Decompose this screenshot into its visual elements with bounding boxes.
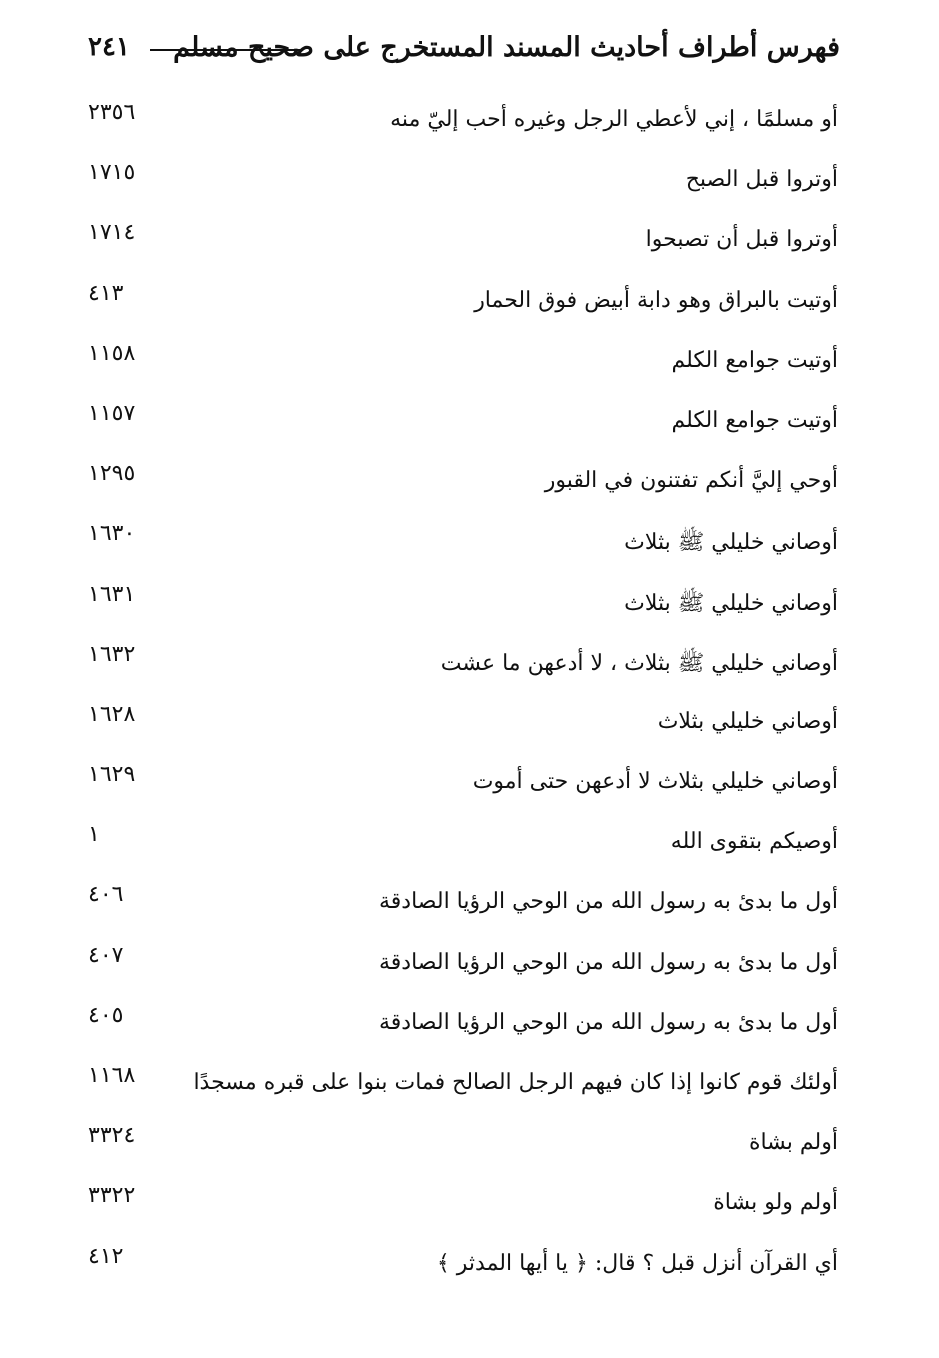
entry-text: أولئك قوم كانوا إذا كان فيهم الرجل الصالح فمات بنوا على قبره مسجدًا [193,1070,838,1095]
entry-number: ٣٣٢٢ [88,1183,136,1209]
entry-number: ١ [88,822,100,848]
index-entry [80,577,838,637]
entry-number: ٤١٣ [88,280,124,306]
entry-number: ٤٠٦ [88,882,124,908]
entry-number: ١٧١٤ [88,220,136,246]
entry-text: أوصاني خليلي ﷺ بثلاث [624,530,838,556]
entry-text: أوحي إليَّ أنكم تفتنون في القبور [544,468,838,494]
page-number: ٢٤١ [88,32,130,62]
entry-text: أول ما بدئ به رسول الله من الوحي الرؤيا الصادقة [378,1009,838,1035]
entry-text: أوصاني خليلي ﷺ بثلاث ، لا أدعهن ما عشت [440,650,838,676]
entry-text: أوصاني خليلي ﷺ بثلاث [624,590,838,616]
entry-number: ٣٣٢٤ [88,1123,136,1149]
entry-number: ١٦٣٠ [88,521,136,547]
entry-text: أوتيت بالبراق وهو دابة أبيض فوق الحمار [474,287,838,313]
entry-number: ١٧١٥ [88,160,136,186]
index-entry [80,817,838,877]
index-entry [80,938,838,998]
index-entry [80,516,838,576]
entry-number: ١٦٣١ [88,581,136,607]
entry-text: أول ما بدئ به رسول الله من الوحي الرؤيا الصادقة [378,949,838,975]
index-entry [80,1239,838,1299]
entry-number: ١٦٣٢ [88,641,136,667]
index-entry [80,697,838,757]
entry-number: ٤٠٥ [88,1002,124,1028]
index-entry [80,155,838,215]
index-entry [80,637,838,697]
index-entry [80,396,838,456]
entry-text: أوتروا قبل الصبح [685,167,838,193]
index-entry [80,998,838,1058]
index-entry [80,456,838,516]
entry-number: ١١٥٨ [88,340,136,366]
entry-number: ١٦٢٩ [88,762,136,788]
index-entry [80,336,838,396]
entry-text: أوتروا قبل أن تصبحوا [645,227,838,253]
entry-text: أوتيت جوامع الكلم [671,407,838,433]
index-entry [80,877,838,937]
page-header [88,28,840,76]
index-entry [80,95,838,155]
entry-number: ١٢٩٥ [88,461,136,487]
entry-text: أوتيت جوامع الكلم [671,347,838,373]
entry-number: ١١٦٨ [88,1063,136,1088]
entry-text: أوصاني خليلي بثلاث [657,708,838,734]
index-entry [80,215,838,275]
entry-number: ٤١٢ [88,1243,124,1269]
entry-number: ٢٣٥٦ [88,100,136,125]
entry-text: أو مسلمًا ، إني لأعطي الرجل وغيره أحب إليّ منه [390,107,838,132]
page-title: فهرس أطراف أحاديث المسند المستخرج على صحيح مسلم [173,32,840,63]
entry-number: ١١٥٧ [88,400,136,426]
entry-text: أي القرآن أنزل قبل ؟ قال: ﴿ يا أيها المدثر ﴾ [436,1250,838,1276]
index-entry [80,757,838,817]
entry-number: ٤٠٧ [88,942,124,968]
header-divider [150,49,300,51]
index-entry [80,1118,838,1178]
index-entry [80,1178,838,1238]
index-entry [80,1058,838,1118]
entry-text: أول ما بدئ به رسول الله من الوحي الرؤيا الصادقة [378,889,838,915]
entry-text: أولم بشاة [748,1130,838,1156]
hadith-index-list [80,95,838,1299]
entry-number: ١٦٢٨ [88,701,136,727]
index-entry [80,276,838,336]
entry-text: أولم ولو بشاة [713,1190,838,1216]
entry-text: أوصيكم بتقوى الله [670,829,838,855]
entry-text: أوصاني خليلي بثلاث لا أدعهن حتى أموت [472,769,838,795]
